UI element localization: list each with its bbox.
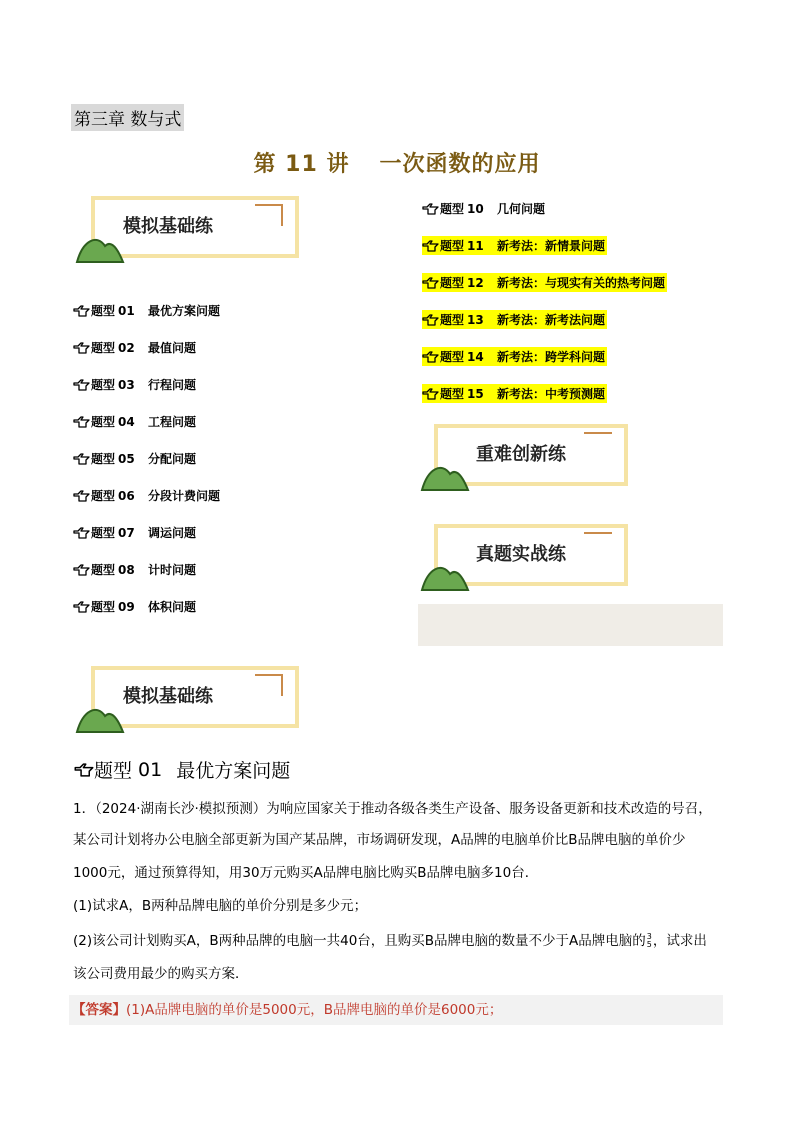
banner-label: 真题实战练 — [476, 544, 566, 565]
pointing-hand-icon — [422, 277, 439, 289]
toc-item[interactable]: 题型 07 调运问题 — [73, 514, 220, 551]
banner-hard-innovation — [428, 424, 638, 500]
toc-item[interactable]: 题型 10 几何问题 — [422, 190, 667, 227]
toc-item[interactable]: 题型 15 新考法：中考预测题 — [422, 375, 667, 412]
toc-right — [422, 190, 667, 412]
answer-text: (1)A品牌电脑的单价是5000元，B品牌电脑的单价是6000元； — [126, 1002, 503, 1018]
lecture-title — [0, 147, 794, 178]
pointing-hand-icon — [74, 763, 94, 777]
pointing-hand-icon — [73, 490, 90, 502]
toc-item[interactable]: 题型 02 最值问题 — [73, 329, 220, 366]
pointing-hand-icon — [73, 453, 90, 465]
toc-item[interactable]: 题型 13 新考法：新考法问题 — [422, 301, 667, 338]
toc-item[interactable]: 题型 12 新考法：与现实有关的热考问题 — [422, 264, 667, 301]
pointing-hand-icon — [73, 305, 90, 317]
banner-label: 模拟基础练 — [123, 216, 213, 237]
pointing-hand-icon — [422, 314, 439, 326]
lecture-number: 第 11 讲 — [253, 152, 350, 177]
question-line-1: 1．（2024·湖南长沙·模拟预测）为响应国家关于推动各级各类生产设备、服务设备更新和技术改造的号召， — [73, 801, 712, 817]
toc-item[interactable]: 题型 14 新考法：跨学科问题 — [422, 338, 667, 375]
question-part-2-cont: 该公司费用最少的购买方案． — [73, 966, 249, 982]
toc-item[interactable]: 题型 04 工程问题 — [73, 403, 220, 440]
pointing-hand-icon — [422, 351, 439, 363]
toc-item[interactable]: 题型 01 最优方案问题 — [73, 292, 220, 329]
pointing-hand-icon — [73, 601, 90, 613]
pointing-hand-icon — [422, 240, 439, 252]
pointing-hand-icon — [73, 527, 90, 539]
answer-box — [69, 995, 723, 1025]
fraction: 3 5 — [646, 932, 652, 949]
question-part-1: (1)试求A，B两种品牌电脑的单价分别是多少元； — [73, 898, 368, 914]
pointing-hand-icon — [73, 416, 90, 428]
banner-sim-basic-toc — [85, 196, 295, 272]
banner-label: 重难创新练 — [476, 444, 566, 465]
toc-item[interactable]: 题型 03 行程问题 — [73, 366, 220, 403]
toc-left — [73, 292, 220, 625]
pointing-hand-icon — [73, 342, 90, 354]
pointing-hand-icon — [422, 203, 439, 215]
section-heading: 题型 01 最优方案问题 — [74, 756, 290, 783]
question-line-2: 某公司计划将办公电脑全部更新为国产某品牌，市场调研发现，A品牌的电脑单价比B品牌电脑的单价少 — [73, 832, 686, 848]
toc-item[interactable]: 题型 05 分配问题 — [73, 440, 220, 477]
lecture-topic: 一次函数的应用 — [379, 152, 541, 177]
toc-item[interactable]: 题型 09 体积问题 — [73, 588, 220, 625]
banner-real-practice — [428, 524, 638, 600]
chapter-label: 第三章 数与式 — [71, 104, 184, 131]
banner-sim-basic-section — [85, 666, 295, 742]
toc-item[interactable]: 题型 08 计时问题 — [73, 551, 220, 588]
banner-label: 模拟基础练 — [123, 686, 213, 707]
hill-icon — [75, 230, 125, 264]
blank-gray-box — [418, 604, 723, 646]
question-line-3: 1000元，通过预算得知，用30万元购买A品牌电脑比购买B品牌电脑多10台． — [73, 865, 539, 881]
hill-icon — [420, 558, 470, 592]
toc-item[interactable]: 题型 06 分段计费问题 — [73, 477, 220, 514]
toc-item[interactable]: 题型 11 新考法：新情景问题 — [422, 227, 667, 264]
hill-icon — [420, 458, 470, 492]
pointing-hand-icon — [422, 388, 439, 400]
question-part-2: (2)该公司计划购买A，B两种品牌的电脑一共40台，且购买B品牌电脑的数量不少于A品牌电脑的 3 5 ，试求出 — [73, 932, 707, 949]
pointing-hand-icon — [73, 379, 90, 391]
hill-icon — [75, 700, 125, 734]
pointing-hand-icon — [73, 564, 90, 576]
answer-tag: 【答案】 — [72, 1002, 126, 1018]
